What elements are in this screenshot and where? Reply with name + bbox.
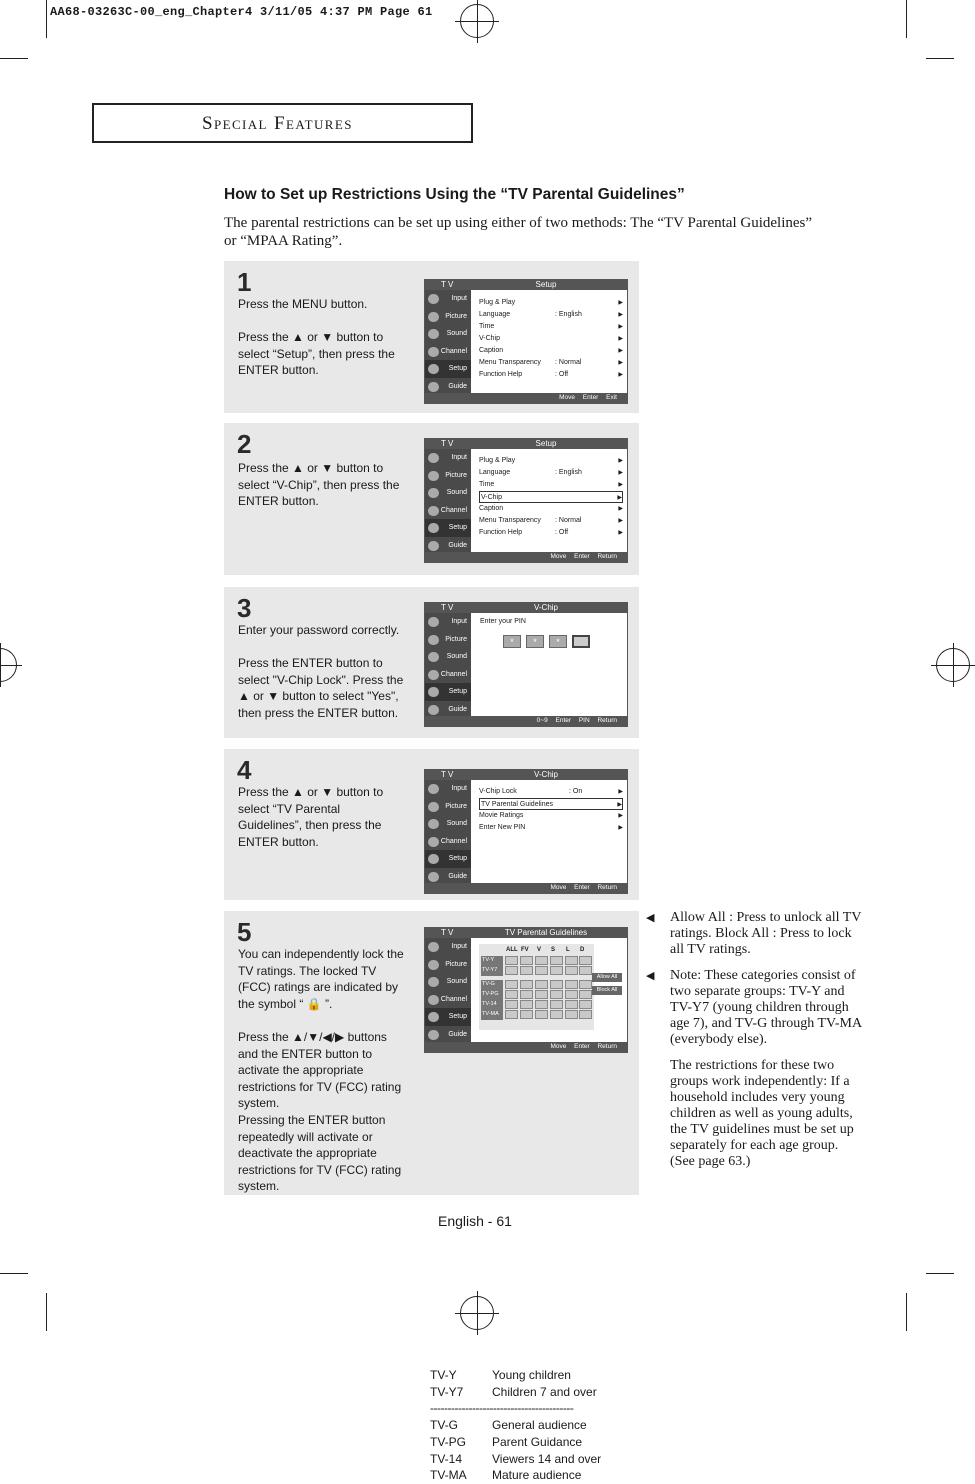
step-instructions: [238, 622, 406, 722]
grid-cell[interactable]: [550, 1000, 563, 1009]
note-groups: The restrictions for these two groups work independently: If a household includes very young children as well as young adults, the TV guidelines must be set up separately for each age group. (See page 63.): [670, 1058, 854, 1169]
osd-menu-row: Function Help : Off ▶: [479, 369, 623, 381]
grid-row-label: TV-Y7: [482, 967, 498, 973]
osd-sidebar: [425, 290, 471, 393]
grid-row-label: TV-MA: [482, 1011, 499, 1017]
grid-cell[interactable]: [550, 956, 563, 965]
grid-col-header: V: [537, 947, 542, 953]
grid-cell[interactable]: [535, 980, 548, 989]
osd-side-guide: Guide: [425, 701, 471, 719]
rating-separator: -----------------------------------------: [430, 1401, 574, 1416]
osd-screen-setup: [424, 279, 628, 404]
osd-side-sound: Sound: [425, 484, 471, 502]
grid-col-header: L: [566, 947, 570, 953]
crop-mark: [926, 58, 954, 59]
grid-cell[interactable]: [535, 1000, 548, 1009]
osd-titlebar: T V V-Chip: [425, 603, 627, 613]
grid-cell[interactable]: [535, 956, 548, 965]
side-notes: [646, 910, 866, 1170]
grid-row-label: TV-Y: [482, 957, 495, 963]
grid-cell[interactable]: [579, 1010, 592, 1019]
grid-cell[interactable]: [505, 990, 518, 999]
rating-row: TV-G General audience: [430, 1418, 587, 1433]
osd-side-setup: Setup: [425, 1008, 471, 1026]
grid-row-label: TV-14: [482, 1001, 497, 1007]
grid-cell[interactable]: [565, 966, 578, 975]
osd-side-sound: Sound: [425, 815, 471, 833]
osd-side-setup: Setup: [425, 360, 471, 378]
allow-all-button[interactable]: Allow All: [592, 973, 622, 982]
osd-menu-row: Time ▶: [479, 479, 623, 491]
osd-menu-row-selected: V-Chip ▶: [479, 491, 623, 503]
rating-row: TV-Y7 Children 7 and over: [430, 1384, 597, 1399]
grid-cell[interactable]: [565, 980, 578, 989]
osd-titlebar: T V V-Chip: [425, 770, 627, 780]
rating-row: TV-Y Young children: [430, 1368, 571, 1382]
grid-row-label: TV-G: [482, 981, 495, 987]
grid-col-header: S: [551, 947, 556, 953]
step-text: Press the ▲ or ▼ button to select “TV Parental Guidelines”, then press the ENTER button.: [238, 785, 384, 849]
osd-side-sound: Sound: [425, 325, 471, 343]
osd-sidebar: [425, 938, 471, 1042]
block-all-button[interactable]: Block All: [592, 986, 622, 995]
grid-cell[interactable]: [579, 1000, 592, 1009]
grid-cell[interactable]: [505, 1000, 518, 1009]
pin-digit: *: [503, 635, 521, 648]
rating-grid: [479, 944, 594, 1030]
crop-mark: [46, 0, 47, 38]
grid-cell[interactable]: [505, 956, 518, 965]
osd-bottombar: Move Enter Return: [425, 552, 627, 562]
grid-col-header: FV: [521, 947, 529, 953]
osd-menu-row: Movie Ratings ▶: [479, 810, 623, 822]
osd-side-picture: Picture: [425, 467, 471, 485]
step-text: Press the ▲ or ▼ button to select “V-Chip”, then press the ENTER button.: [238, 461, 400, 509]
osd-sidebar: [425, 449, 471, 552]
osd-side-sound: Sound: [425, 648, 471, 666]
grid-cell[interactable]: [565, 1000, 578, 1009]
section-title: Special Features: [92, 103, 473, 143]
bullet-arrow-icon: ◀: [646, 970, 655, 982]
grid-row-label: TV-PG: [482, 991, 499, 997]
grid-cell[interactable]: [520, 1010, 533, 1019]
page-footer: English - 61: [438, 1213, 512, 1229]
osd-side-setup: Setup: [425, 683, 471, 701]
step-text: Enter your password correctly.: [238, 623, 400, 637]
osd-menu-row-selected: TV Parental Guidelines ▶: [479, 798, 623, 810]
osd-menu-row: Caption ▶: [479, 503, 623, 515]
note-categories: ◀ Note: These categories consist of two separate groups: TV-Y and TV-Y7 (young children through age 7), and TV-G through TV-MA (everybody else).: [646, 968, 862, 1047]
grid-cell[interactable]: [520, 1000, 533, 1009]
rating-table: [430, 1367, 601, 1484]
grid-cell[interactable]: [565, 1010, 578, 1019]
bullet-arrow-icon: ◀: [646, 912, 655, 924]
osd-side-input: Input: [425, 290, 471, 308]
osd-menu-row: Language : English ▶: [479, 309, 623, 321]
osd-sidebar: [425, 780, 471, 883]
pin-digit-cursor: [572, 635, 590, 648]
step-instructions: [238, 946, 410, 1195]
grid-cell[interactable]: [535, 1010, 548, 1019]
pin-prompt: Enter your PIN: [480, 618, 526, 625]
step-instructions: [238, 296, 410, 379]
grid-cell[interactable]: [550, 980, 563, 989]
step-1-panel: [224, 261, 639, 413]
crop-mark: [0, 58, 28, 59]
grid-cell[interactable]: [550, 966, 563, 975]
grid-cell[interactable]: [505, 1010, 518, 1019]
grid-cell[interactable]: [535, 966, 548, 975]
osd-side-picture: Picture: [425, 956, 471, 974]
osd-side-picture: Picture: [425, 631, 471, 649]
osd-side-guide: Guide: [425, 378, 471, 396]
registration-mark: [460, 1296, 494, 1330]
pin-digit: *: [549, 635, 567, 648]
grid-cell[interactable]: [565, 990, 578, 999]
osd-bottombar: Move Enter Return: [425, 883, 627, 893]
osd-menu: [479, 786, 623, 834]
crop-mark: [46, 1293, 47, 1331]
osd-screen-setup-vchip: [424, 438, 628, 563]
osd-side-picture: Picture: [425, 308, 471, 326]
step-text: Press the ENTER button to select "V-Chip Lock". Press the ▲ or ▼ button to select "Yes", then press the ENTER button.: [238, 656, 404, 720]
step-3-panel: [224, 587, 639, 738]
osd-side-channel: Channel: [425, 991, 471, 1009]
grid-cell[interactable]: [579, 956, 592, 965]
osd-side-channel: Channel: [425, 502, 471, 520]
grid-cell[interactable]: [505, 966, 518, 975]
osd-menu-row: Language : English ▶: [479, 467, 623, 479]
osd-side-input: Input: [425, 780, 471, 798]
step-2-panel: [224, 423, 639, 575]
step-number: 3: [237, 593, 252, 623]
step-instructions: [238, 460, 410, 510]
grid-col-header: ALL: [506, 947, 518, 953]
grid-cell[interactable]: [579, 966, 592, 975]
crop-mark: [926, 1273, 954, 1274]
osd-menu-row: Caption ▶: [479, 345, 623, 357]
osd-menu-row: Function Help : Off ▶: [479, 527, 623, 539]
registration-mark: [0, 648, 17, 682]
page-heading: How to Set up Restrictions Using the “TV Parental Guidelines”: [224, 186, 685, 203]
osd-side-guide: Guide: [425, 1026, 471, 1044]
osd-side-picture: Picture: [425, 798, 471, 816]
osd-menu-row: Menu Transparency : Normal ▶: [479, 357, 623, 369]
osd-titlebar: T V Setup: [425, 439, 627, 449]
step-4-panel: [224, 749, 639, 900]
osd-menu-row: Enter New PIN ▶: [479, 822, 623, 834]
registration-mark: [460, 4, 494, 38]
osd-bottombar: 0~9 Enter PIN Return: [425, 716, 627, 726]
osd-titlebar: T V Setup: [425, 280, 627, 290]
grid-cell[interactable]: [520, 966, 533, 975]
rating-row: TV-MA Mature audience: [430, 1468, 582, 1483]
grid-cell[interactable]: [520, 956, 533, 965]
osd-side-input: Input: [425, 938, 471, 956]
osd-side-input: Input: [425, 449, 471, 467]
grid-cell[interactable]: [505, 980, 518, 989]
osd-menu-row: Plug & Play ▶: [479, 297, 623, 309]
step-number: 1: [237, 267, 252, 297]
grid-cell[interactable]: [579, 980, 592, 989]
osd-screen-vchip: [424, 769, 628, 894]
osd-menu-row: Plug & Play ▶: [479, 455, 623, 467]
rating-row: TV-14 Viewers 14 and over: [430, 1451, 602, 1466]
osd-side-channel: Channel: [425, 343, 471, 361]
step-number: 5: [237, 917, 252, 947]
intro-paragraph: The parental restrictions can be set up using either of two methods: The “TV Parental Guidelines” or “MPAA Rating”.: [224, 215, 813, 249]
osd-side-sound: Sound: [425, 973, 471, 991]
osd-screen-tv-guidelines: [424, 927, 628, 1053]
osd-side-guide: Guide: [425, 868, 471, 886]
osd-menu-row: Time ▶: [479, 321, 623, 333]
print-header: AA68-03263C-00_eng_Chapter4 3/11/05 4:37 PM Page 61: [50, 5, 433, 19]
osd-side-guide: Guide: [425, 537, 471, 555]
osd-side-setup: Setup: [425, 519, 471, 537]
osd-menu-row: V-Chip ▶: [479, 333, 623, 345]
osd-sidebar: [425, 613, 471, 716]
osd-bottombar: Move Enter Exit: [425, 393, 627, 403]
rating-row: TV-PG Parent Guidance: [430, 1434, 583, 1449]
osd-screen-pin: [424, 602, 628, 727]
registration-mark: [936, 648, 970, 682]
pin-digit: *: [526, 635, 544, 648]
grid-col-header: D: [580, 947, 585, 953]
step-text: Press the ▲/▼/◀/▶ buttons and the ENTER button to activate the appropriate restrictions for TV (FCC) rating system.: [238, 1029, 402, 1111]
grid-cell[interactable]: [535, 990, 548, 999]
grid-cell[interactable]: [550, 1010, 563, 1019]
grid-cell[interactable]: [579, 990, 592, 999]
grid-cell[interactable]: [565, 956, 578, 965]
grid-cell[interactable]: [520, 990, 533, 999]
osd-bottombar: Move Enter Return: [425, 1042, 627, 1052]
crop-mark: [0, 1273, 28, 1274]
osd-side-input: Input: [425, 613, 471, 631]
step-number: 2: [237, 429, 252, 459]
osd-titlebar: T V TV Parental Guidelines: [425, 928, 627, 938]
osd-menu-row: Menu Transparency : Normal ▶: [479, 515, 623, 527]
osd-side-channel: Channel: [425, 833, 471, 851]
crop-mark: [906, 1293, 907, 1331]
note-allow-block: ◀ Allow All : Press to unlock all TV ratings. Block All : Press to lock all TV ratings.: [646, 910, 862, 957]
step-instructions: [238, 784, 388, 850]
step-text: Press the MENU button.: [238, 297, 368, 311]
step-text: You can independently lock the TV ratings. The locked TV (FCC) ratings are indicated by the symbol “ 🔒 ”.: [238, 947, 404, 1011]
crop-mark: [906, 0, 907, 38]
step-text: Press the ▲ or ▼ button to select “Setup”, then press the ENTER button.: [238, 330, 395, 378]
grid-cell[interactable]: [550, 990, 563, 999]
osd-menu: [479, 297, 623, 381]
step-text: Pressing the ENTER button repeatedly will activate or deactivate the appropriate restrictions for TV (FCC) rating system.: [238, 1112, 402, 1194]
osd-menu: [479, 455, 623, 539]
grid-cell[interactable]: [520, 980, 533, 989]
osd-menu-row: V-Chip Lock : On ▶: [479, 786, 623, 798]
step-number: 4: [237, 755, 252, 785]
osd-side-channel: Channel: [425, 666, 471, 684]
osd-side-setup: Setup: [425, 850, 471, 868]
